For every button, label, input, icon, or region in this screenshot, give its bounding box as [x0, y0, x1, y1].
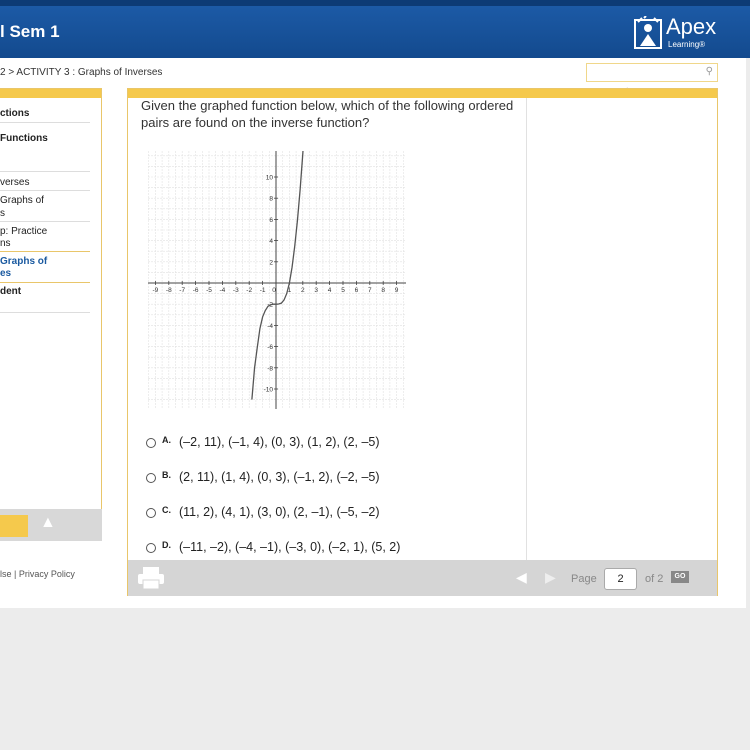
arrow-up-icon[interactable]: ▲: [40, 514, 56, 531]
content-panel: [127, 88, 718, 596]
x-tick-label: -8: [165, 287, 172, 294]
panel-divider: [526, 98, 527, 560]
divider: [0, 171, 90, 172]
y-tick-label: -6: [267, 344, 273, 352]
choice-text: (2, 11), (1, 4), (0, 3), (–1, 2), (–2, –5): [179, 470, 380, 484]
page-label: Page: [571, 573, 597, 585]
y-tick-label: -2: [267, 301, 273, 309]
function-graph: [148, 151, 406, 409]
sidebar-item[interactable]: s: [0, 208, 5, 219]
y-tick-label: -4: [267, 322, 273, 330]
x-tick-label: 8: [381, 287, 386, 294]
y-tick-label: 10: [265, 174, 273, 182]
choice-letter: C.: [162, 505, 171, 515]
x-tick-label: -9: [152, 287, 159, 294]
choice-letter: D.: [162, 540, 171, 550]
x-tick-label: 0: [272, 287, 276, 294]
x-tick-label: 6: [354, 287, 359, 294]
x-tick-label: 4: [327, 287, 332, 294]
divider: [0, 190, 90, 191]
y-tick-label: 6: [269, 216, 273, 224]
sidebar-item[interactable]: Functions: [0, 133, 48, 144]
sidebar-item[interactable]: p: Practice: [0, 226, 48, 237]
logo-subtitle: Learning®: [668, 40, 706, 49]
radio-button[interactable]: [146, 543, 156, 553]
next-arrow-icon[interactable]: ▶: [545, 569, 556, 585]
footer-links[interactable]: lse | Privacy Policy: [0, 569, 75, 579]
sidebar: [0, 88, 102, 540]
choice-text: (11, 2), (4, 1), (3, 0), (2, –1), (–5, –2): [179, 505, 380, 519]
y-tick-label: 2: [269, 259, 273, 267]
apex-logo: [634, 14, 744, 54]
x-tick-label: 3: [314, 287, 319, 294]
x-tick-label: -6: [192, 287, 199, 294]
search-icon[interactable]: ⚲: [705, 66, 713, 77]
bottom-toolbar: [128, 560, 717, 596]
sidebar-header-bar: [0, 89, 101, 98]
divider: [0, 251, 90, 252]
page-total: of 2: [645, 573, 664, 585]
y-tick-label: -8: [267, 365, 273, 373]
radio-button[interactable]: [146, 438, 156, 448]
x-tick-label: 5: [341, 287, 345, 294]
answer-choice-b[interactable]: [146, 470, 380, 484]
function-curve: [252, 151, 306, 400]
choice-letter: B.: [162, 470, 171, 480]
logo-icon: [634, 16, 662, 50]
x-tick-label: 2: [300, 287, 305, 294]
answer-choice-a[interactable]: [146, 435, 380, 449]
sidebar-bottom-bar: [0, 509, 102, 541]
choice-text: (–2, 11), (–1, 4), (0, 3), (1, 2), (2, –5): [179, 435, 380, 449]
x-tick-label: 7: [367, 287, 372, 294]
radio-button[interactable]: [146, 473, 156, 483]
logo-name: Apex: [666, 14, 717, 39]
x-tick-label: -1: [259, 287, 266, 294]
radio-button[interactable]: [146, 508, 156, 518]
prev-arrow-icon[interactable]: ◀: [516, 569, 527, 585]
search-input[interactable]: [586, 63, 718, 82]
answer-choice-c[interactable]: [146, 505, 380, 519]
y-tick-label: 4: [269, 238, 273, 246]
sidebar-item[interactable]: ns: [0, 238, 11, 249]
y-tick-label: -10: [263, 386, 273, 394]
course-title: l Sem 1: [0, 22, 60, 41]
x-tick-label: -4: [219, 287, 226, 294]
sidebar-item[interactable]: dent: [0, 286, 22, 297]
sidebar-item[interactable]: ctions: [0, 108, 30, 119]
choice-text: (–11, –2), (–4, –1), (–3, 0), (–2, 1), (5, 2): [179, 540, 401, 554]
sidebar-item-active[interactable]: Graphs of: [0, 256, 48, 267]
divider: [0, 221, 90, 222]
x-tick-label: -2: [246, 287, 253, 294]
question-text: Given the graphed function below, which of the following ordered pairs are found on the inverse function?: [141, 98, 514, 130]
sidebar-item-active[interactable]: es: [0, 268, 12, 279]
divider: [0, 122, 90, 123]
x-tick-label: 9: [394, 287, 399, 294]
sidebar-item[interactable]: Graphs of: [0, 195, 44, 206]
choice-letter: A.: [162, 435, 171, 445]
sidebar-item[interactable]: verses: [0, 177, 30, 188]
x-tick-label: 1: [287, 287, 292, 294]
x-tick-label: -7: [179, 287, 186, 294]
page-number-input[interactable]: 2: [604, 568, 637, 590]
sidebar-prev-button[interactable]: [0, 515, 28, 537]
x-tick-label: -3: [232, 287, 239, 294]
breadcrumb[interactable]: 2 > ACTIVITY 3 : Graphs of Inverses: [0, 67, 163, 78]
answer-choice-d[interactable]: [146, 540, 400, 554]
y-tick-label: 8: [269, 195, 273, 203]
print-icon[interactable]: [138, 567, 164, 589]
divider: [0, 282, 90, 283]
go-button[interactable]: GO: [671, 571, 689, 583]
x-tick-label: -5: [206, 287, 212, 294]
app-header: [0, 0, 750, 58]
divider: [0, 312, 90, 313]
